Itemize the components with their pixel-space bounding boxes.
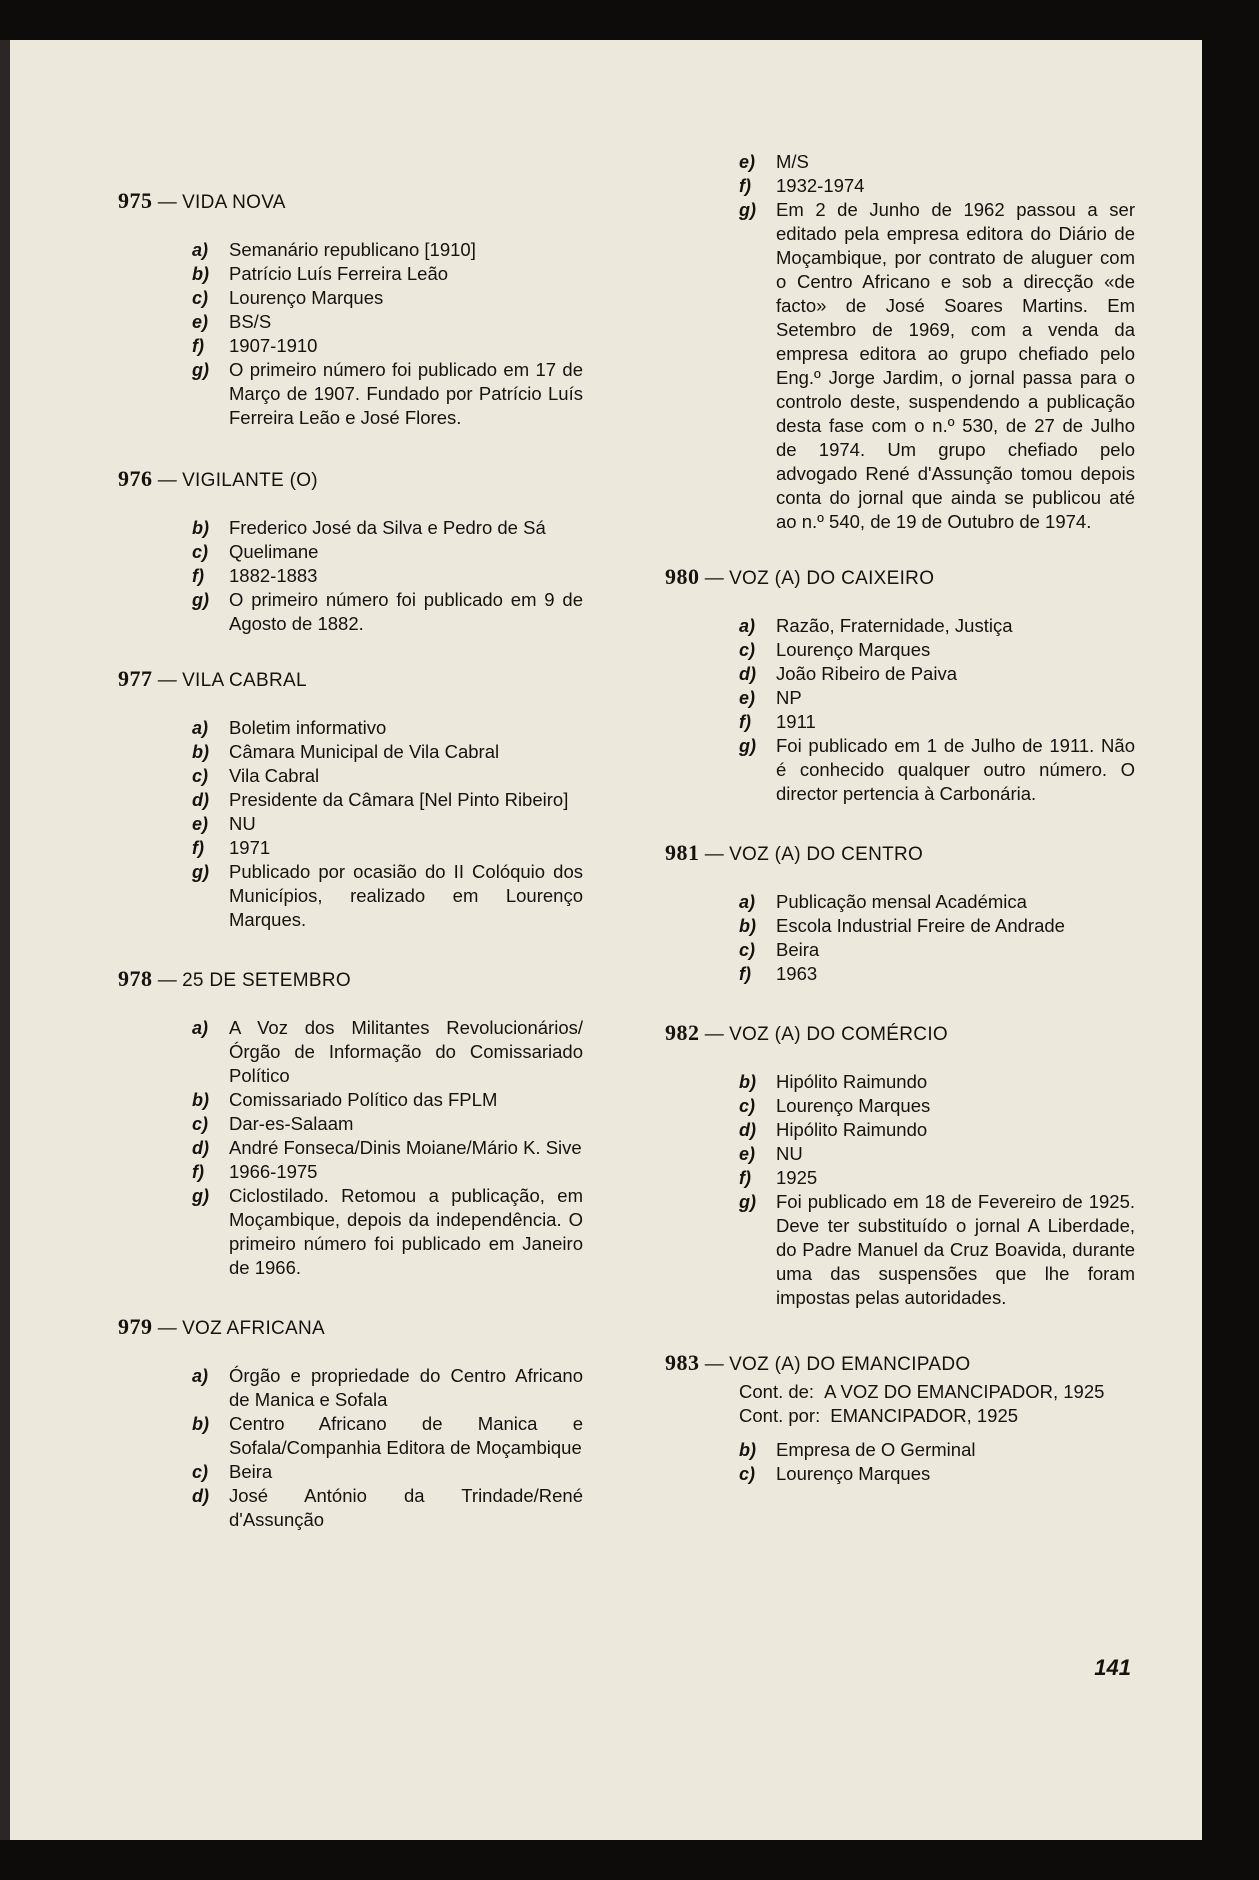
item-label: c) [739, 1464, 756, 1484]
entry-title: VOZ (A) DO EMANCIPADO [729, 1354, 971, 1375]
entry-item [192, 764, 583, 788]
entry-item [192, 286, 583, 310]
item-label: b) [739, 1440, 756, 1460]
entry-item [192, 1016, 583, 1088]
item-label: g) [739, 736, 756, 756]
item-label: d) [192, 1138, 209, 1158]
item-text: NU [776, 1143, 803, 1164]
entry-dash: — [704, 1024, 724, 1045]
entry-item [192, 836, 583, 860]
entry-item [192, 1184, 583, 1280]
entry-item [192, 1412, 583, 1460]
item-label: e) [192, 312, 209, 332]
entry-title: VOZ AFRICANA [182, 1318, 326, 1339]
item-text: BS/S [229, 311, 272, 332]
item-text: Foi publicado em 1 de Julho de 1911. Não é conhecido qualquer outro número. O director pertencia à Carbonária. [776, 735, 1135, 804]
item-label: f) [192, 1162, 204, 1182]
entry-heading [118, 188, 583, 216]
book-binding [0, 40, 10, 1840]
entry-item [192, 358, 583, 430]
entry-item [739, 1142, 1135, 1166]
item-label: g) [192, 862, 209, 882]
entry-items [192, 516, 583, 636]
item-text: Semanário republicano [1910] [229, 239, 476, 260]
entry-items [192, 716, 583, 932]
entry-978 [118, 966, 583, 1280]
item-label: b) [192, 1414, 209, 1434]
entry-item [739, 890, 1135, 914]
item-text: Dar-es-Salaam [229, 1113, 354, 1134]
item-label: f) [739, 1168, 751, 1188]
entry-item [739, 174, 1135, 198]
item-label: f) [739, 176, 751, 196]
entry-983 [665, 1350, 1135, 1486]
item-text: Beira [229, 1461, 273, 1482]
entry-number: 975 [118, 188, 153, 213]
entry-item [192, 238, 583, 262]
continued-by [739, 1404, 1135, 1428]
item-label: g) [739, 200, 756, 220]
item-label: f) [739, 712, 751, 732]
item-label: c) [739, 640, 756, 660]
item-label: e) [739, 152, 756, 172]
item-text: Lourenço Marques [776, 1463, 931, 1484]
item-label: a) [739, 892, 756, 912]
entry-dash: — [157, 192, 177, 213]
entry-979 [118, 1314, 583, 1532]
item-label: f) [192, 838, 204, 858]
entry-976 [118, 466, 583, 636]
continued-from [739, 1380, 1135, 1404]
item-text: Publicado por ocasião do II Colóquio dos Municípios, realizado em Lourenço Marques. [229, 861, 583, 930]
entry-heading [118, 966, 583, 994]
entry-item [192, 540, 583, 564]
entry-items [192, 1364, 583, 1532]
entry-item [192, 812, 583, 836]
item-text: Foi publicado em 18 de Fevereiro de 1925. Deve ter substituído o jornal A Liberdade, do Padre Manuel da Cruz Boavida, durante uma das suspensões que lhe foram impostas pelas autoridades. [776, 1191, 1135, 1308]
entry-title: VILA CABRAL [182, 670, 307, 691]
item-label: g) [739, 1192, 756, 1212]
entry-title: VIDA NOVA [182, 192, 286, 213]
entry-975 [118, 188, 583, 430]
entry-982 [665, 1020, 1135, 1310]
entry-item [739, 710, 1135, 734]
entry-number: 981 [665, 840, 700, 865]
item-text: 1882-1883 [229, 565, 318, 586]
entry-number: 982 [665, 1020, 700, 1045]
entry-items [739, 1070, 1135, 1310]
item-text: 1963 [776, 963, 818, 984]
entry-number: 978 [118, 966, 153, 991]
item-text: 1971 [229, 837, 271, 858]
item-text: Patrício Luís Ferreira Leão [229, 263, 449, 284]
item-label: a) [739, 616, 756, 636]
entry-item [739, 962, 1135, 986]
item-label: b) [192, 264, 209, 284]
item-text: NP [776, 687, 802, 708]
item-text: Centro Africano de Manica e Sofala/Companhia Editora de Moçambique [229, 1413, 583, 1458]
item-text: Boletim informativo [229, 717, 387, 738]
entry-title: VIGILANTE (O) [182, 470, 318, 491]
item-text: Razão, Fraternidade, Justiça [776, 615, 1013, 636]
entry-item [739, 1118, 1135, 1142]
entry-item [192, 1460, 583, 1484]
entry-item [739, 914, 1135, 938]
item-label: b) [739, 916, 756, 936]
entry-item [739, 150, 1135, 174]
entry-item [192, 740, 583, 764]
item-text: Escola Industrial Freire de Andrade [776, 915, 1065, 936]
item-text: Vila Cabral [229, 765, 320, 786]
entry-item [739, 1070, 1135, 1094]
item-text: Beira [776, 939, 820, 960]
item-text: NU [229, 813, 256, 834]
entry-items [192, 1016, 583, 1280]
entry-item [192, 1364, 583, 1412]
item-text: Comissariado Político das FPLM [229, 1089, 498, 1110]
entry-number: 979 [118, 1314, 153, 1339]
entry-item [192, 1160, 583, 1184]
item-label: c) [192, 288, 209, 308]
item-text: 1925 [776, 1167, 818, 1188]
item-label: e) [739, 1144, 756, 1164]
item-label: c) [192, 1114, 209, 1134]
continued-from-title: A VOZ DO EMANCIPADOR, 1925 [824, 1381, 1105, 1402]
entry-number: 980 [665, 564, 700, 589]
entry-item [739, 638, 1135, 662]
entry-item [739, 1166, 1135, 1190]
item-label: b) [739, 1072, 756, 1092]
item-label: e) [192, 814, 209, 834]
entry-title: VOZ (A) DO COMÉRCIO [729, 1024, 948, 1045]
item-text: M/S [776, 151, 809, 172]
item-text: Ciclostilado. Retomou a publicação, em Moçambique, depois da independência. O primeiro número foi publicado em Janeiro de 1966. [229, 1185, 583, 1278]
continued-by-title: EMANCIPADOR, 1925 [830, 1405, 1019, 1426]
entry-item [192, 1484, 583, 1532]
item-text: O primeiro número foi publicado em 17 de Março de 1907. Fundado por Patrício Luís Ferreira Leão e José Flores. [229, 359, 583, 428]
item-label: b) [192, 742, 209, 762]
entry-dash: — [157, 670, 177, 691]
entry-item [739, 1438, 1135, 1462]
item-label: g) [192, 1186, 209, 1206]
entry-item [739, 938, 1135, 962]
entry-item [192, 310, 583, 334]
item-text: Empresa de O Germinal [776, 1439, 976, 1460]
entry-item [192, 1112, 583, 1136]
entry-dash: — [704, 844, 724, 865]
entry-number: 983 [665, 1350, 700, 1375]
item-text: Quelimane [229, 541, 319, 562]
item-text: Publicação mensal Académica [776, 891, 1027, 912]
entry-items [739, 890, 1135, 986]
entry-item [192, 716, 583, 740]
entry-heading [118, 466, 583, 494]
item-label: c) [739, 1096, 756, 1116]
entry-dash: — [157, 470, 177, 491]
entry-heading [665, 1350, 1135, 1378]
item-label: a) [192, 1366, 209, 1386]
item-label: d) [739, 1120, 756, 1140]
item-label: b) [192, 518, 209, 538]
entry-item [739, 662, 1135, 686]
entry-item [192, 1088, 583, 1112]
item-text: 1911 [776, 711, 816, 732]
entry-title: VOZ (A) DO CAIXEIRO [729, 568, 935, 589]
entry-item [192, 860, 583, 932]
item-text: João Ribeiro de Paiva [776, 663, 957, 684]
entry-977 [118, 666, 583, 932]
entry-item [192, 334, 583, 358]
entry-heading [665, 840, 1135, 868]
item-label: d) [739, 664, 756, 684]
entry-heading [665, 564, 1135, 592]
entry-heading [118, 1314, 583, 1342]
item-label: c) [192, 542, 209, 562]
item-label: b) [192, 1090, 209, 1110]
item-label: f) [739, 964, 751, 984]
item-label: f) [192, 566, 204, 586]
item-text: 1966-1975 [229, 1161, 318, 1182]
entry-dash: — [704, 568, 724, 589]
entry-items [192, 238, 583, 430]
left-column [118, 150, 583, 1532]
entry-heading [118, 666, 583, 694]
entry-item [739, 614, 1135, 638]
item-text: Lourenço Marques [229, 287, 384, 308]
item-text: Hipólito Raimundo [776, 1119, 928, 1140]
entry-980 [665, 564, 1135, 806]
item-text: 1907-1910 [229, 335, 318, 356]
entry-item [739, 686, 1135, 710]
item-text: 1932-1974 [776, 175, 865, 196]
item-text: O primeiro número foi publicado em 9 de Agosto de 1882. [229, 589, 583, 634]
entry-item [192, 788, 583, 812]
entry-number: 977 [118, 666, 153, 691]
entry-item [739, 198, 1135, 534]
item-text: Câmara Municipal de Vila Cabral [229, 741, 500, 762]
entry-item [739, 1094, 1135, 1118]
entry-item [739, 734, 1135, 806]
entry-item [192, 588, 583, 636]
entry-title: VOZ (A) DO CENTRO [729, 844, 924, 865]
entry-981 [665, 840, 1135, 986]
item-label: f) [192, 336, 204, 356]
entry-item [192, 1136, 583, 1160]
item-label: c) [192, 766, 209, 786]
continued-entry-979 [739, 150, 1135, 534]
item-label: a) [192, 240, 209, 260]
entry-item [739, 1190, 1135, 1310]
item-text: José António da Trindade/René d'Assunção [229, 1485, 583, 1530]
item-label: d) [192, 790, 209, 810]
right-column [665, 150, 1135, 1486]
entry-dash: — [704, 1354, 724, 1375]
entry-title: 25 DE SETEMBRO [182, 970, 351, 991]
item-label: c) [739, 940, 756, 960]
page-number: 141 [1094, 1655, 1131, 1680]
item-text: A Voz dos Militantes Revolucionários/Órgão de Informação do Comissariado Político [229, 1017, 583, 1086]
entry-item [192, 516, 583, 540]
item-label: c) [192, 1462, 209, 1482]
item-label: d) [192, 1486, 209, 1506]
entry-items [739, 1438, 1135, 1486]
item-label: g) [192, 590, 209, 610]
item-text: Frederico José da Silva e Pedro de Sá [229, 517, 546, 538]
entry-item [192, 564, 583, 588]
item-text: Presidente da Câmara [Nel Pinto Ribeiro] [229, 789, 569, 810]
entry-number: 976 [118, 466, 153, 491]
item-label: e) [739, 688, 756, 708]
item-text: André Fonseca/Dinis Moiane/Mário K. Sive [229, 1137, 582, 1158]
entry-items [739, 614, 1135, 806]
item-text: Lourenço Marques [776, 1095, 931, 1116]
continued-by-label: Cont. por: [739, 1405, 821, 1426]
entry-heading [665, 1020, 1135, 1048]
item-text: Lourenço Marques [776, 639, 931, 660]
item-label: g) [192, 360, 209, 380]
entry-dash: — [157, 970, 177, 991]
item-text: Em 2 de Junho de 1962 passou a ser editado pela empresa editora do Diário de Moçambique, por contrato de aluguer com o Centro Africano e sob a direcção «de facto» de José Soares Martins. Em Setembro de 1969, com a venda da empresa editora ao grupo chefiado pelo Eng.º Jorge Jardim, o jornal passa para o controlo deste, suspendendo a publicação desta fase com o n.º 530, de 27 de Julho de 1974. Um grupo chefiado pelo advogado René d'Assunção tomou depois conta do jornal que ainda se publicou até ao n.º 540, de 19 de Outubro de 1974. [776, 199, 1135, 532]
entry-item [192, 262, 583, 286]
entry-item [739, 1462, 1135, 1486]
entry-dash: — [157, 1318, 177, 1339]
item-text: Hipólito Raimundo [776, 1071, 928, 1092]
item-label: a) [192, 1018, 209, 1038]
item-label: a) [192, 718, 209, 738]
continued-from-label: Cont. de: [739, 1381, 815, 1402]
item-text: Órgão e propriedade do Centro Africano de Manica e Sofala [229, 1365, 583, 1410]
